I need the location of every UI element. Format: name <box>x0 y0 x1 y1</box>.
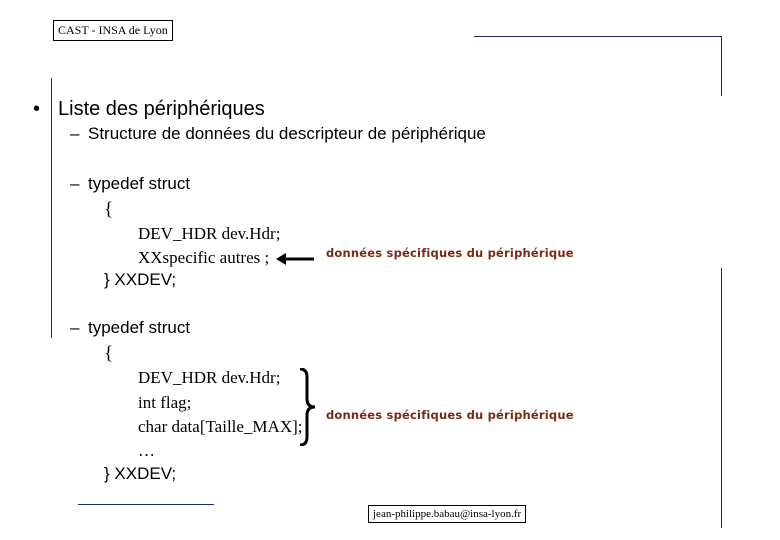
right-brace-icon <box>298 368 318 446</box>
bullet-marker: • <box>33 98 41 120</box>
frame-right-upper-line <box>721 36 722 96</box>
frame-bottom-left-line <box>78 504 214 505</box>
dash-2: – <box>70 174 80 193</box>
arrow-left-icon <box>276 251 316 267</box>
struct2-annotation: données spécifiques du périphérique <box>326 408 574 422</box>
struct1-line-1: DEV_HDR dev.Hdr; <box>138 224 281 243</box>
frame-top-right-line <box>474 36 722 37</box>
struct2-line-2: int flag; <box>138 393 192 412</box>
struct2-open-brace: { <box>104 343 114 364</box>
struct2-head: typedef struct <box>88 318 191 337</box>
author-email: jean-philippe.babau@insa-lyon.fr <box>368 505 526 523</box>
dash-3: – <box>70 318 80 337</box>
institution-label: CAST - INSA de Lyon <box>53 20 173 41</box>
struct1-line-2: XXspecific autres ; <box>138 248 270 267</box>
struct1-head: typedef struct <box>88 174 191 193</box>
struct2-line-1: DEV_HDR dev.Hdr; <box>138 368 281 387</box>
struct2-close: } XXDEV; <box>104 464 177 483</box>
sub-bullet-description: Structure de données du descripteur de périphérique <box>88 124 486 143</box>
struct1-annotation: données spécifiques du périphérique <box>326 246 574 260</box>
struct2-line-4: … <box>138 441 155 460</box>
dash-1: – <box>70 124 80 143</box>
struct2-line-3: char data[Taille_MAX]; <box>138 417 303 436</box>
bullet-title: Liste des périphériques <box>58 98 265 120</box>
frame-right-lower-line <box>721 268 722 528</box>
struct1-open-brace: { <box>104 199 114 220</box>
frame-left-upper-line <box>51 78 52 338</box>
struct1-close: } XXDEV; <box>104 270 177 289</box>
